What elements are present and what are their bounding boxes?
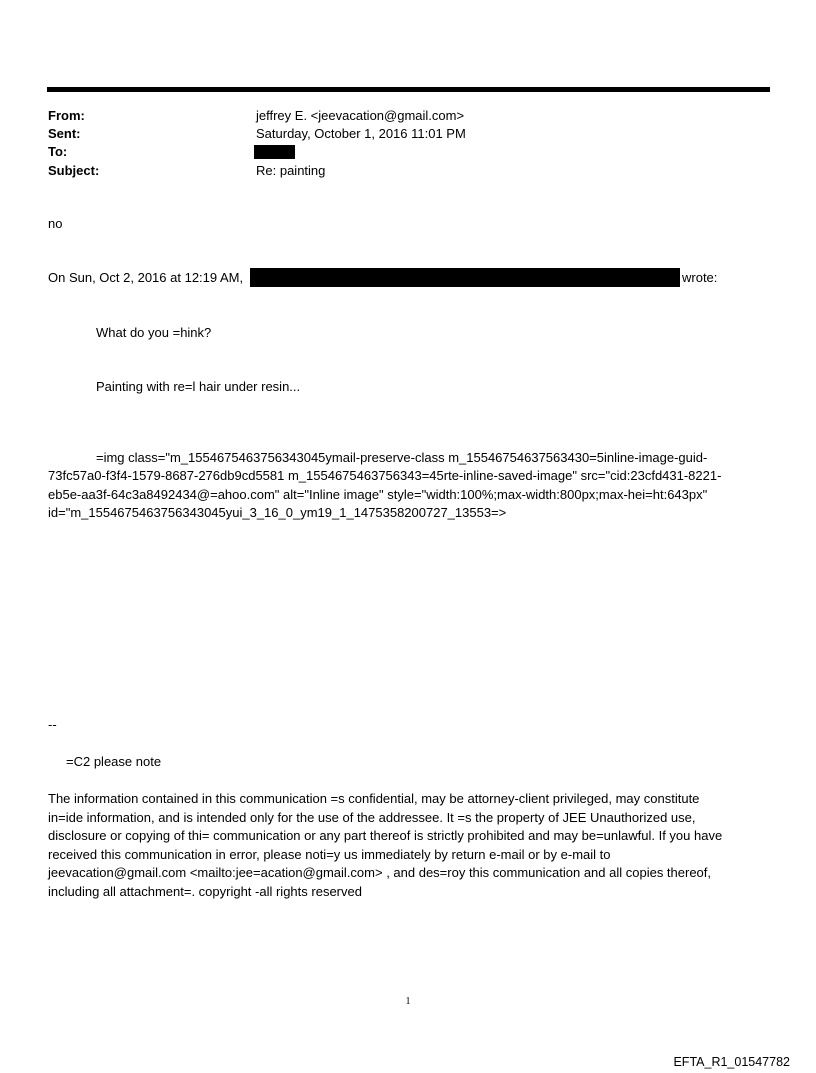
header-rule — [47, 87, 770, 92]
sent-value: Saturday, October 1, 2016 11:01 PM — [256, 126, 466, 141]
page-number: 1 — [405, 996, 411, 1007]
reply-text: no — [48, 216, 63, 231]
from-label: From: — [48, 108, 85, 123]
quote-intro: On Sun, Oct 2, 2016 at 12:19 AM, — [48, 270, 244, 285]
sent-label: Sent: — [48, 126, 81, 141]
to-redaction — [254, 145, 295, 159]
signature-note: =C2 please note — [66, 754, 162, 769]
inline-image-tag-text: =img class="m_1554675463756343045ymail-preserve-class m_15546754637563430=5inline-image-guid- 73fc57a0-f3f4-1579-8687-276db9cd5581 m_1554675463756343=45rte-inline-saved-image" src="cid:23cfd431-8221- eb5e-aa3f-64c3a8492434@=ahoo.com" alt="Inline image" style="width:100%;max-width:800px;max-hei=ht:643px" id="m_1554675463756343045yui_3_16_0_ym19_1_1475358200727_13553=> — [48, 449, 722, 520]
quoted-line-2: Painting with re=l hair under resin... — [96, 379, 301, 394]
sender-redaction — [250, 268, 680, 287]
from-value: jeffrey E. <jeevacation@gmail.com> — [256, 108, 465, 123]
subject-label: Subject: — [48, 163, 100, 178]
to-label: To: — [48, 144, 68, 159]
quote-wrote: wrote: — [682, 270, 718, 285]
signature-separator: -- — [48, 717, 57, 732]
inline-image-tag — [48, 430, 764, 523]
quoted-line-1: What do you =hink? — [96, 325, 212, 340]
subject-value: Re: painting — [256, 163, 326, 178]
confidentiality-disclaimer: The information contained in this communication =s confidential, may be attorney-client privileged, may constitute in=ide information, and is intended only for the use of the addressee. It =s the property of JEE Unauthorized use, disclosure or copying of thi= communication or any part thereof is strictly prohibited and may be=unlawful. If you have received this communication in error, please noti=y us immediately by return e-mail or by e-mail to jeevacation@gmail.com <mailto:jee=acation@gmail.com> , and des=roy this communication and all copies thereof, including all attachment=. copyright -all rights reserved — [48, 791, 723, 899]
bates-number: EFTA_R1_01547782 — [673, 1055, 790, 1069]
